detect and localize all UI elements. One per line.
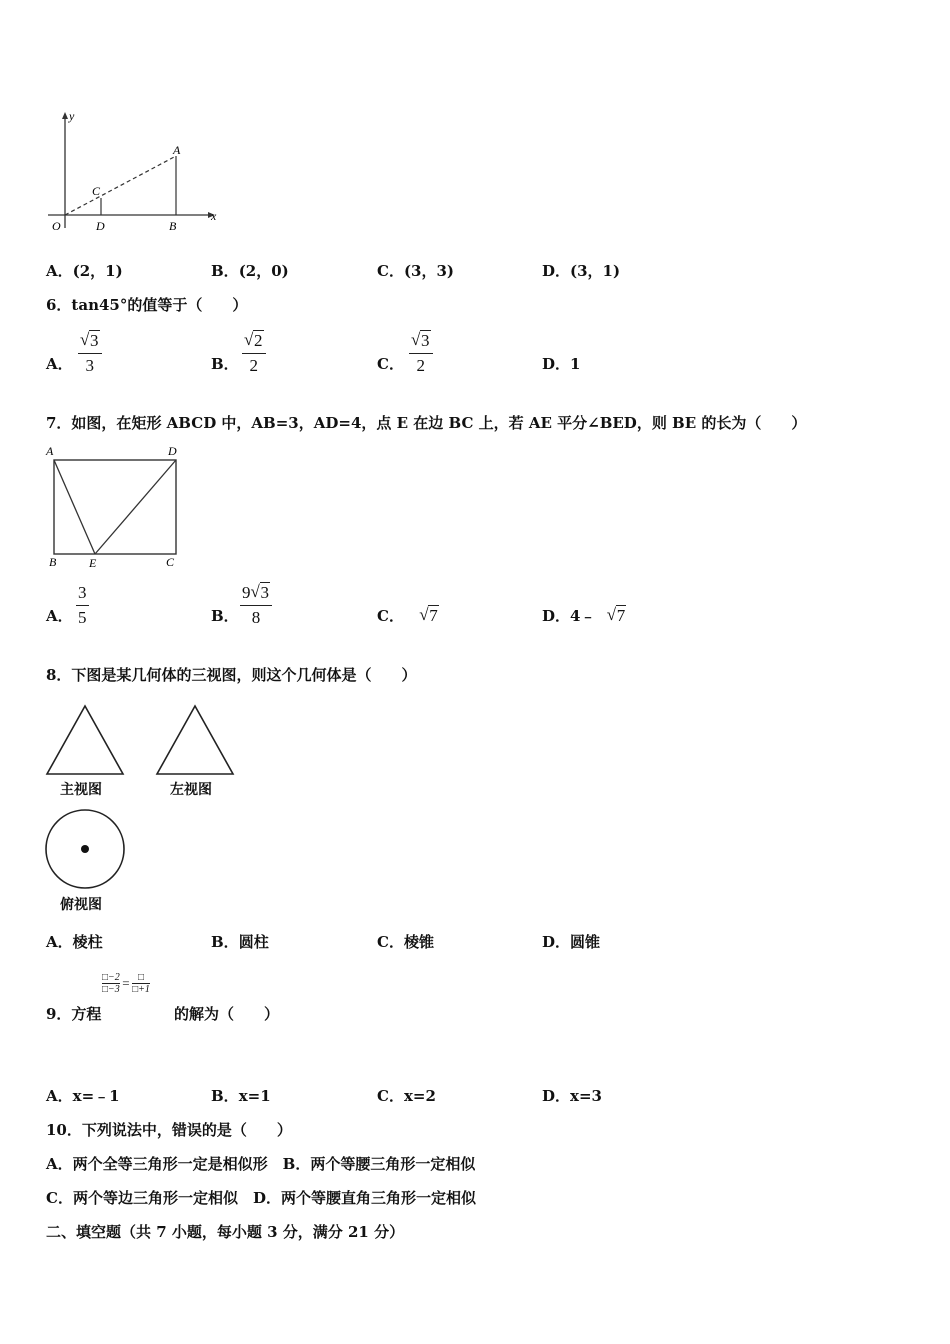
sqrt-icon: √ xyxy=(244,330,254,349)
q7-option-b-fraction: 9 √ 3 8 xyxy=(240,582,272,629)
q10-options-line-2[interactable]: C．两个等边三角形一定相似 D．两个等腰直角三角形一定相似 xyxy=(46,1189,476,1207)
option-letter: C． xyxy=(377,355,404,373)
option-letter: A． xyxy=(46,355,73,373)
label-A: A xyxy=(173,143,181,157)
option-letter: C． xyxy=(377,1087,404,1105)
q8-option-b[interactable] xyxy=(211,932,269,952)
option-letter: B． xyxy=(211,1087,239,1105)
segment-DE xyxy=(95,460,176,554)
q10-options-line-1[interactable]: A．两个全等三角形一定是相似形 B．两个等腰三角形一定相似 xyxy=(46,1155,476,1173)
rectangle-ABCD xyxy=(54,460,176,554)
label-y: y xyxy=(69,109,75,123)
q6-option-d[interactable] xyxy=(542,354,580,374)
q5-coordinate-figure xyxy=(44,108,224,238)
option-text: 圆柱 xyxy=(238,933,269,951)
q7-option-a[interactable] xyxy=(46,606,73,626)
q7-option-a-fraction: 3 5 xyxy=(78,583,87,627)
option-text: (3，1) xyxy=(570,262,621,280)
option-letter: B． xyxy=(211,607,239,625)
front-view-triangle xyxy=(44,703,126,777)
q6-option-b[interactable] xyxy=(211,354,239,374)
sqrt-icon: √ xyxy=(250,582,260,601)
label-B: B xyxy=(49,555,57,569)
option-letter: A． xyxy=(46,1087,73,1105)
option-letter: C． xyxy=(377,933,404,951)
option-letter: A． xyxy=(46,933,73,951)
q8-stem: 8．下图是某几何体的三视图，则这个几何体是（ ） xyxy=(46,666,417,684)
label-O: O xyxy=(52,219,61,233)
option-text: x=1 xyxy=(238,1087,271,1105)
sqrt-icon: √ xyxy=(80,330,90,349)
label-D: D xyxy=(168,444,177,458)
option-letter: A． xyxy=(46,607,73,625)
option-text: (3，3) xyxy=(403,262,455,280)
q9-option-d[interactable] xyxy=(542,1086,602,1106)
segment-AE xyxy=(54,460,95,554)
option-text: (2，0) xyxy=(238,262,289,280)
q9-equation: $\frac{□-2}{□-3}$ = □ □+1 xyxy=(102,972,150,995)
option-letter: D． xyxy=(542,1087,571,1105)
option-letter: D． xyxy=(542,607,571,625)
option-text: x=﹣1 xyxy=(72,1087,120,1105)
option-letter: A． xyxy=(46,262,73,280)
label-A: A xyxy=(46,444,54,458)
q8-option-c[interactable] xyxy=(377,932,434,952)
option-text: x=2 xyxy=(403,1087,436,1105)
q7-stem: 7．如图，在矩形 ABCD 中，AB=3，AD=4，点 E 在边 BC 上，若 AE 平分∠BED，则 BE 的长为（ ） xyxy=(46,414,807,432)
option-text: 1 xyxy=(570,355,581,373)
option-letter: D． xyxy=(542,262,571,280)
option-prefix: 4﹣ xyxy=(570,607,596,625)
label-B: B xyxy=(169,219,177,233)
q9-option-a[interactable] xyxy=(46,1086,120,1106)
q8-option-a[interactable] xyxy=(46,932,103,952)
q9-stem-post: 的解为（ ） xyxy=(174,1005,280,1023)
left-view-label: 左视图 xyxy=(170,782,212,798)
label-x: x xyxy=(211,209,217,223)
option-letter: C． xyxy=(377,262,404,280)
sqrt-icon: √ xyxy=(606,605,617,624)
q6-option-c[interactable] xyxy=(377,354,404,374)
q6-option-a-fraction: √ 3 3 xyxy=(78,330,102,377)
top-view-label: 俯视图 xyxy=(60,897,102,913)
label-C: C xyxy=(166,555,175,569)
q5-option-c[interactable] xyxy=(377,261,454,281)
option-letter: D． xyxy=(542,933,571,951)
q7-rectangle-figure xyxy=(44,442,190,570)
option-letter: B． xyxy=(211,933,239,951)
q5-option-a[interactable] xyxy=(46,261,123,281)
option-text: x=3 xyxy=(570,1087,602,1105)
sqrt-icon: √ xyxy=(411,330,421,349)
option-letter: C． xyxy=(377,607,404,625)
q9-option-c[interactable] xyxy=(377,1086,436,1106)
q8-option-d[interactable] xyxy=(542,932,600,952)
label-D: D xyxy=(96,219,105,233)
option-text: 棱锥 xyxy=(403,933,434,951)
top-view-circle xyxy=(44,808,126,890)
sqrt-icon: √ xyxy=(419,605,429,624)
label-E: E xyxy=(89,556,97,570)
segment-OA xyxy=(65,156,176,215)
option-letter: B． xyxy=(211,262,239,280)
q7-option-b[interactable] xyxy=(211,606,239,626)
q10-stem: 10．下列说法中，错误的是（ ） xyxy=(46,1121,292,1139)
option-letter: D． xyxy=(542,355,571,373)
q7-option-c[interactable]: C． √ 7 xyxy=(377,605,438,625)
option-text: (2，1) xyxy=(72,262,123,280)
section-2-title: 二、填空题（共 7 小题，每小题 3 分，满分 21 分） xyxy=(46,1223,405,1241)
q7-option-d[interactable]: D．4﹣ √ 7 xyxy=(542,605,626,625)
option-letter: B． xyxy=(211,355,239,373)
q9-stem-pre: 9．方程 xyxy=(46,1005,102,1023)
left-view-triangle xyxy=(154,703,236,777)
option-text: 棱柱 xyxy=(72,933,103,951)
q5-option-b[interactable] xyxy=(211,261,289,281)
q6-stem: 6．tan45°的值等于（ ） xyxy=(46,296,248,314)
option-text: 圆锥 xyxy=(570,933,601,951)
y-axis-arrow xyxy=(62,112,68,119)
q5-option-d[interactable] xyxy=(542,261,620,281)
q9-option-b[interactable] xyxy=(211,1086,271,1106)
q6-option-a[interactable] xyxy=(46,354,73,374)
q6-option-c-fraction: √ 3 2 xyxy=(409,330,433,377)
front-view-label: 主视图 xyxy=(60,782,102,798)
q6-option-b-fraction: √ 2 2 xyxy=(242,330,266,377)
label-C: C xyxy=(92,184,101,198)
